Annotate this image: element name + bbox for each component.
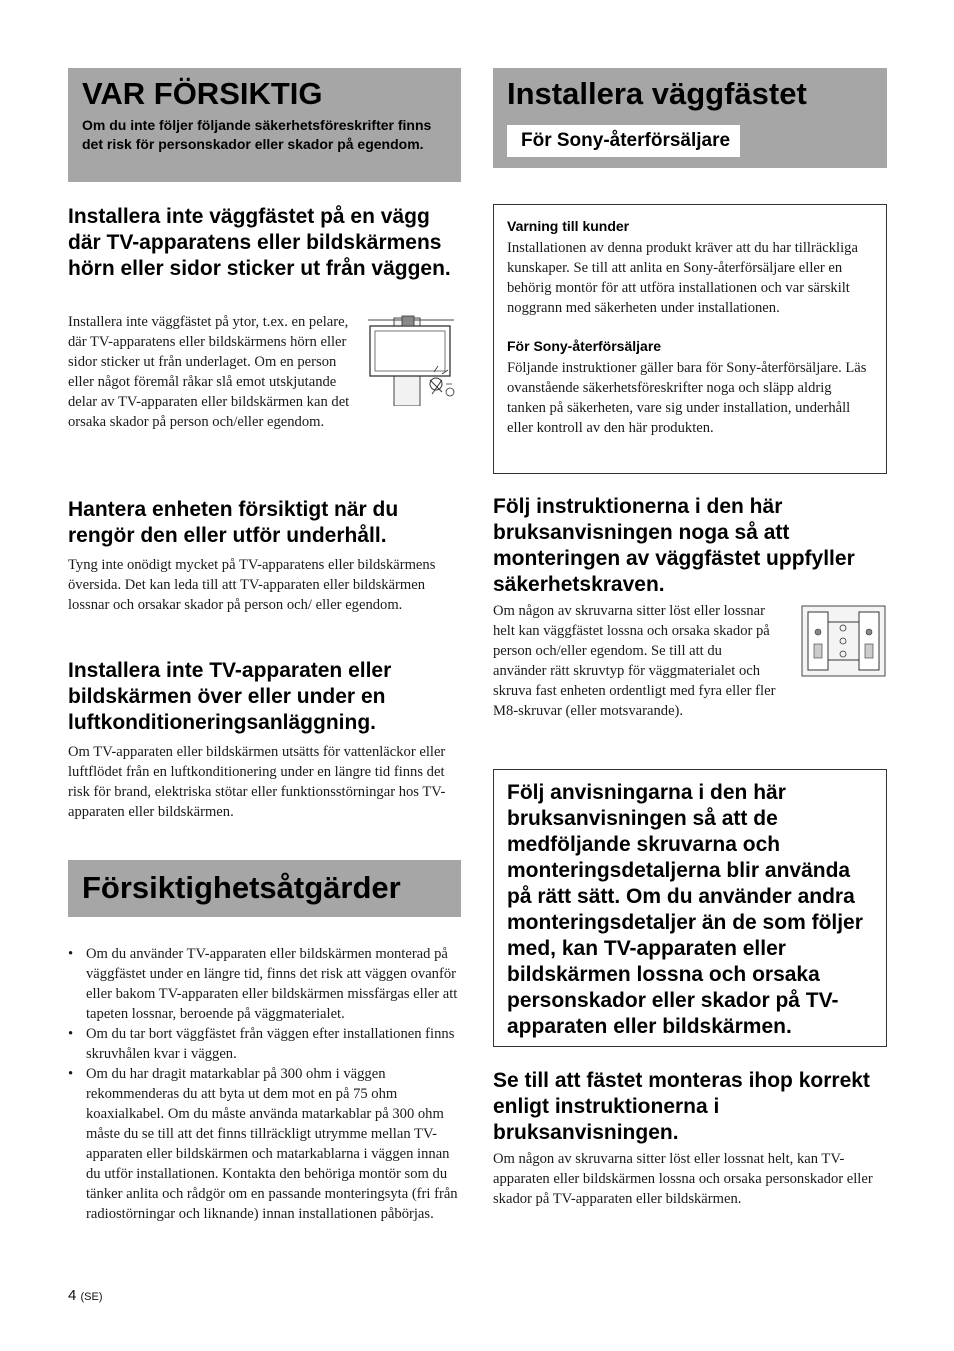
page-number	[68, 1287, 103, 1306]
section-air-conditioning	[68, 658, 461, 822]
section-heading: Installera inte TV-apparaten eller bildskärmen över eller under en luftkonditioneringsanläggning.	[68, 659, 392, 734]
notice-body: Följande instruktioner gäller bara för Sony-återförsäljare. Läs ovanstående säkerhetsföreskrifter noga och släpp aldrig tanken på säkerheten, vare sig under installation, underhåll eller kontroll av den här produkten.	[507, 360, 867, 436]
tv-pillar-drawing	[362, 314, 460, 406]
warning-box	[493, 769, 887, 1047]
section-wall-protrusion	[68, 204, 461, 282]
notice-body: Installationen av denna produkt kräver att du har tillräckliga kunskaper. Se till att anlita en Sony-återförsäljare eller en behörig montör för att utföra installationen och var särskilt noggrann med säkerheten under installationen.	[507, 240, 858, 316]
tv-pillar-illustration	[362, 314, 460, 406]
install-banner	[493, 68, 887, 168]
caution-title: VAR FÖRSIKTIG	[82, 76, 323, 111]
wall-bracket-drawing	[800, 604, 887, 678]
page-number-value: 4	[68, 1287, 77, 1304]
section-body: Om någon av skruvarna sitter löst eller lossnar helt kan väggfästet lossna och orsaka skador på person och/eller egendom. Se till att du använder rätt skruvtyp för väggmaterialet och skruva fast enheten ordentligt med fyra eller fler M8-skruvar (eller motsvarande).	[493, 603, 776, 719]
section-maintenance	[68, 497, 461, 615]
list-item: • Om du använder TV-apparaten eller bildskärmen monterad på väggfästet under en längre tid, finns det risk att väggen ovanför eller bakom TV-apparaten eller bildskärmen missfärgas eller att tapeten lossnar, beroende på väggmaterialet.	[68, 944, 461, 1024]
section-heading: Följ instruktionerna i den här bruksanvisningen noga så att monteringen av väggfästet uppfyller säkerhetskraven.	[493, 495, 855, 596]
precautions-list	[68, 944, 461, 1224]
warning-text: Följ anvisningarna i den här bruksanvisningen så att de medföljande skruvarna och monteringsdetaljerna blir använda på rätt sätt. Om du använder andra monteringsdetaljer än de som följer med, kan TV-apparaten eller bildskärmen lossna och orsaka personskador eller skador på TV-apparaten eller bildskärmen.	[507, 781, 863, 1038]
notice-heading: Varning till kunder	[507, 218, 630, 234]
section-heading: Installera inte väggfästet på en vägg där TV-apparatens eller bildskärmens hörn eller sidor sticker ut från väggen.	[68, 205, 451, 280]
install-dealer-tag: För Sony-återförsäljare	[507, 125, 740, 157]
precautions-banner	[68, 860, 461, 917]
section-heading: Se till att fästet monteras ihop korrekt enligt instruktionerna i bruksanvisningen.	[493, 1069, 870, 1144]
section-follow-instructions	[493, 494, 887, 598]
section-body: Tyng inte onödigt mycket på TV-apparatens eller bildskärmens översida. Det kan leda till att TV-apparaten eller bildskärmen lossnar och orsakar skador på person och/ eller egendom.	[68, 557, 436, 613]
install-title: Installera väggfästet	[507, 76, 807, 111]
list-item: • Om du tar bort väggfästet från väggen efter installationen finns skruvhålen kvar i väggen.	[68, 1024, 461, 1064]
section-assembly	[493, 1068, 887, 1209]
notice-box	[493, 204, 887, 474]
section-heading: Hantera enheten försiktigt när du rengör den eller utför underhåll.	[68, 498, 399, 547]
page-language: (SE)	[80, 1291, 103, 1303]
list-item: • Om du har dragit matarkablar på 300 ohm i väggen rekommenderas du att byta ut dem mot en på 75 ohm koaxialkabel. Om du måste använda matarkablar på 300 ohm måste du se till att det finns tillräckligt utrymme mellan TV-apparaten eller bildskärmen och matarkablarna i väggen innan du utför installationen. Kontakta den behöriga montör som du tänker anlita och rådgör om en passande monteringsyta (fri från radiostörningar och liknande) innan installationen påbörjas.	[68, 1064, 461, 1224]
section-body: Om TV-apparaten eller bildskärmen utsätts för vattenläckor eller luftflödet från en luftkonditionering under en längre tid finns det risk för brand, elektriska stötar eller funktionsstörningar hos TV-apparaten eller bildskärmen.	[68, 744, 446, 820]
notice-heading: För Sony-återförsäljare	[507, 338, 662, 354]
caution-subtitle: Om du inte följer följande säkerhetsföreskrifter finns det risk för personskador eller skador på egendom.	[82, 117, 432, 152]
section-body: Installera inte väggfästet på ytor, t.ex. en pelare, där TV-apparatens eller bildskärmens hörn eller sidor sticker ut från underlaget. Om en person eller något föremål råkar slå emot utskjutande delar av TV-apparaten eller bildskärmen kan det orsaka skador på person och/eller egendom.	[68, 314, 350, 430]
section-body: Om någon av skruvarna sitter löst eller lossnat helt, kan TV-apparaten eller bildskärmen lossna och orsaka personskador eller skador på TV-apparaten eller bildskärmen.	[493, 1151, 873, 1207]
wall-bracket-illustration	[800, 604, 887, 678]
precautions-title: Försiktighetsåtgärder	[82, 870, 401, 905]
caution-banner	[68, 68, 461, 182]
